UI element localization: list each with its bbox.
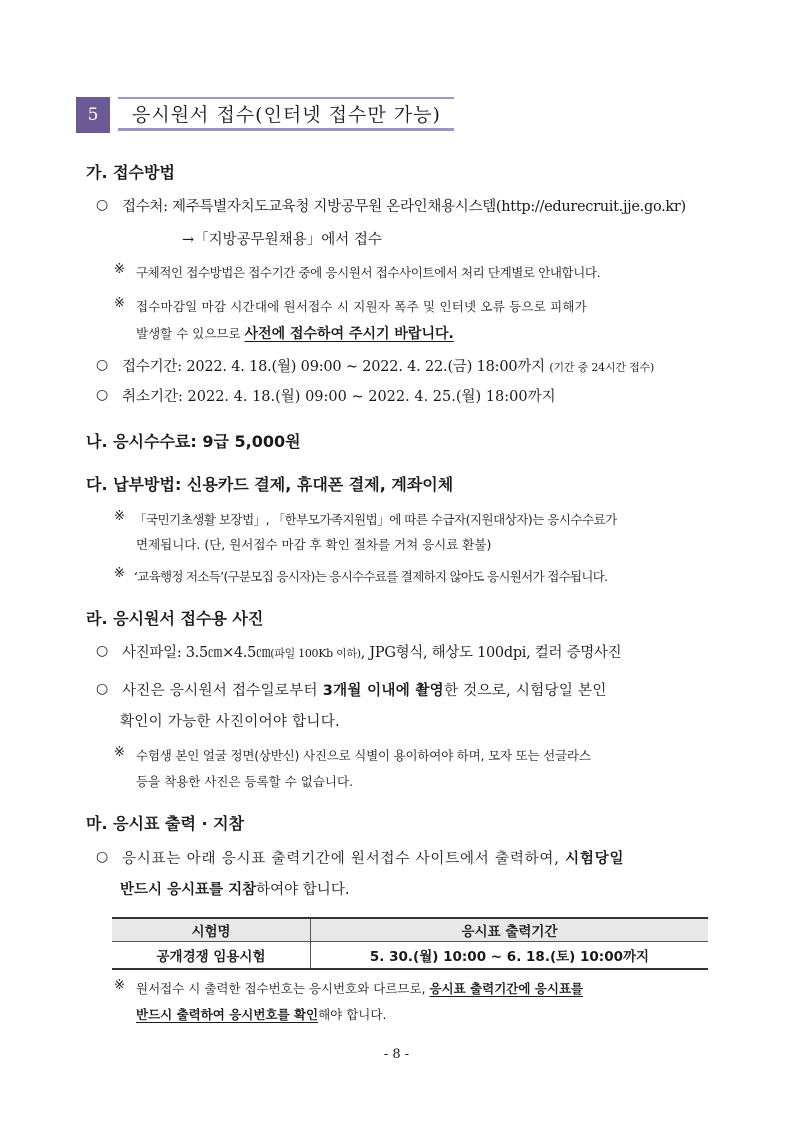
table-header: 시험명 [112, 918, 311, 942]
heading-ma: 마. 응시표 출력 · 지참 [86, 814, 245, 833]
note-mark: ※ [114, 745, 125, 760]
da-note2: ‘교육행정 저소득’(구분모집 응시자)는 응시수수료를 결제하지 않아도 응시원서가 접수됩니다. [134, 569, 608, 584]
photo-a: 사진파일: 3.5㎝×4.5㎝ [122, 645, 271, 661]
ma-line-bold1: 시험당일 [565, 851, 625, 867]
ma-line-a: 응시표는 아래 응시표 출력기간에 원서접수 사이트에서 출력하여, [122, 851, 560, 867]
note-mark: ※ [114, 509, 125, 524]
circle-bullet: ○ [96, 643, 109, 659]
section-title: 응시원서 접수(인터넷 접수만 가능) [118, 97, 454, 131]
table-header: 응시표 출력기간 [311, 918, 709, 942]
section-number: 5 [76, 97, 110, 133]
ma-line1 [122, 847, 624, 868]
place-sub: →「지방공무원채용」에서 접수 [182, 232, 382, 248]
recent-bold: 3개월 이내에 촬영 [322, 683, 444, 699]
recent-b: 한 것으로, 시험당일 본인 [443, 683, 607, 699]
heading-na: 나. 응시수수료: 9급 5,000원 [86, 432, 301, 451]
photo-line [122, 641, 621, 662]
cancel-line: 취소기간: 2022. 4. 18.(월) 09:00 ~ 2022. 4. 25.(월) 18:00까지 [122, 389, 556, 405]
table-row [112, 942, 708, 970]
note-mark: ※ [114, 566, 125, 581]
place-text: 제주특별자치도교육청 지방공무원 온라인채용시스템(http://edurecruit.jje.go.kr) [172, 199, 686, 215]
photo-b: , JPG형식, 해상도 100dpi, 컬러 증명사진 [360, 645, 622, 661]
circle-bullet: ○ [96, 387, 109, 403]
ga-note2b-line [136, 323, 454, 343]
table-cell: 5. 30.(월) 10:00 ~ 6. 18.(토) 10:00까지 [311, 942, 709, 970]
heading-ra: 라. 응시원서 접수용 사진 [86, 609, 264, 628]
heading-da-b: : 신용카드 결제, 휴대폰 결제, 계좌이체 [174, 475, 454, 494]
recent-a: 사진은 응시원서 접수일로부터 [122, 683, 318, 699]
place-line [122, 195, 686, 216]
ma-note-bold1: 응시표 출력기간에 응시표를 [429, 981, 584, 996]
ma-line-bold2: 반드시 응시표를 지참 [120, 882, 257, 898]
ga-note2b: 발생할 수 있으므로 [136, 326, 241, 341]
ma-note-bold2: 반드시 출력하여 응시번호를 확인 [136, 1007, 319, 1022]
note-mark: ※ [114, 262, 125, 277]
heading-ga: 가. 접수방법 [86, 163, 175, 182]
circle-bullet: ○ [96, 681, 109, 697]
ma-note-line1 [136, 979, 583, 997]
note-mark: ※ [114, 978, 125, 993]
ga-note2a: 접수마감일 마감 시간대에 원서접수 시 지원자 폭주 및 인터넷 오류 등으로 피해가 [136, 299, 587, 314]
table-header-row [112, 918, 708, 942]
da-note1a: 「국민기초생활 보장법」, 「한부모가족지원법」에 따른 수급자(지원대상자)는 응시수수료가 [134, 512, 617, 527]
recent-line [122, 679, 607, 700]
period-line [122, 355, 654, 376]
ra-note-a: 수험생 본인 얼굴 정면(상반신) 사진으로 식별이 용이하여야 하며, 모자 또는 선글라스 [136, 748, 591, 763]
section-header [76, 97, 456, 135]
period-note: (기간 중 24시간 접수) [549, 361, 655, 374]
note-mark: ※ [114, 296, 125, 311]
circle-bullet: ○ [96, 197, 109, 213]
table-cell: 공개경쟁 임용시험 [112, 942, 311, 970]
place-label: 접수처: [122, 199, 168, 215]
circle-bullet: ○ [96, 849, 109, 865]
ga-note2-bold: 사전에 접수하여 주시기 바랍니다. [244, 326, 454, 342]
ma-note-a: 원서접수 시 출력한 접수번호는 응시번호와 다르므로, [136, 981, 426, 996]
heading-da [86, 472, 453, 495]
page-number: - 8 - [383, 1047, 410, 1062]
ma-note-line2 [136, 1005, 386, 1023]
heading-da-a: 다. 납부방법 [86, 475, 175, 494]
period-text: 접수기간: 2022. 4. 18.(월) 09:00 ~ 2022. 4. 22.(금) 18:00까지 [122, 359, 545, 375]
circle-bullet: ○ [96, 357, 109, 373]
ma-line-b: 하여야 합니다. [256, 882, 350, 898]
da-note1b: 면제됩니다. (단, 원서접수 마감 후 확인 절차를 거쳐 응시료 환불) [136, 537, 492, 552]
recent-c: 확인이 가능한 사진이어야 합니다. [120, 714, 340, 730]
photo-small: (파일 100Kb 이하) [270, 647, 361, 660]
schedule-table [112, 917, 708, 970]
ra-note-b: 등을 착용한 사진은 등록할 수 없습니다. [136, 774, 354, 789]
ma-line2 [120, 878, 349, 899]
ga-note1: 구체적인 접수방법은 접수기간 중에 응시원서 접수사이트에서 처리 단계별로 안내합니다. [136, 265, 601, 280]
ma-note-b: 해야 합니다. [318, 1007, 387, 1022]
